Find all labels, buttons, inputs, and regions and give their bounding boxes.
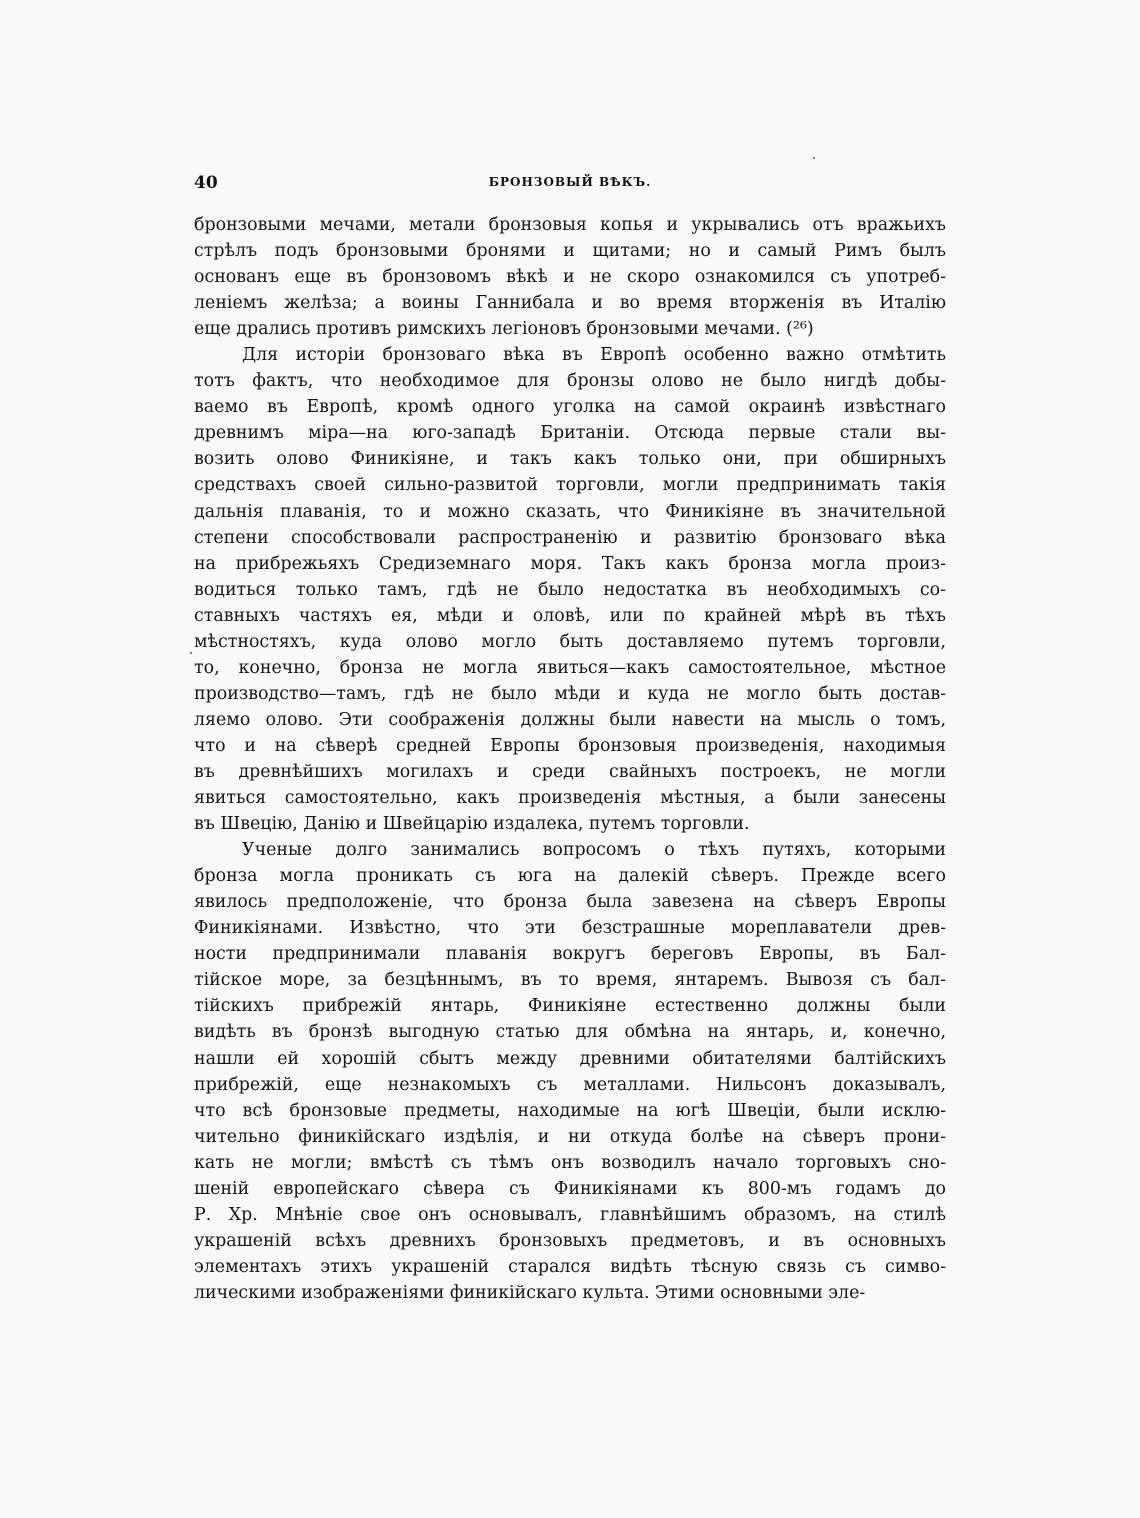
page-number: 40 — [194, 173, 218, 193]
text-line: тійское море, за безцѣннымъ, въ то время, янтаремъ. Вывозя съ бал- — [194, 970, 946, 991]
text-line: бронзовыми мечами, метали бронзовыя копья и укрывались отъ вражьихъ — [194, 215, 946, 235]
text-line: чительно финикійскаго издѣлія, и ни откуда болѣе на сѣверъ прони- — [194, 1126, 946, 1147]
text-line: средствахъ своей сильно-развитой торговли, могли предпринимать такія — [194, 475, 946, 496]
paragraph — [194, 342, 946, 837]
text-line: Для исторіи бронзоваго вѣка въ Европѣ особенно важно отмѣтить — [242, 345, 946, 366]
text-line: еще дрались противъ римскихъ легіоновъ бронзовыми мечами. (²⁶) — [194, 319, 814, 340]
text-line: бронза могла проникать съ юга на далекій сѣверъ. Прежде всего — [194, 866, 946, 887]
paragraph — [194, 837, 946, 1306]
text-line: ляемо олово. Эти соображенія должны были навести на мысль о томъ, — [194, 709, 946, 730]
text-line: древнимъ міра—на юго-западѣ Британіи. Отсюда первые стали вы- — [194, 423, 946, 444]
text-line: лическими изображеніями финикійскаго культа. Этими основными эле- — [194, 1282, 866, 1303]
text-line: тійскихъ прибрежій янтарь, Финикіяне естественно должны были — [194, 996, 946, 1017]
text-line: что всѣ бронзовые предметы, находимые на югѣ Швеціи, были исклю- — [194, 1100, 946, 1121]
text-line: то, конечно, бронза не могла явиться—какъ самостоятельное, мѣстное — [194, 657, 946, 678]
running-title: БРОНЗОВЫЙ ВѢКЪ. — [488, 175, 652, 189]
text-line: элементахъ этихъ украшеній старался видѣть тѣсную связь съ симво- — [194, 1256, 946, 1277]
page-header — [194, 173, 946, 197]
scan-speck — [813, 157, 815, 159]
paragraph — [194, 212, 946, 342]
text-line: ваемо въ Европѣ, кромѣ одного уголка на самой окраинѣ извѣстнаго — [194, 397, 946, 418]
scan-speck — [190, 652, 192, 654]
text-line: ности предпринимали плаванія вокругъ береговъ Европы, въ Бал- — [194, 944, 946, 965]
text-line: кать не могли; вмѣстѣ съ тѣмъ онъ возводилъ начало торговыхъ сно- — [194, 1152, 946, 1173]
text-line: въ Швецію, Данію и Швейцарію издалека, путемъ торговли. — [194, 814, 750, 835]
text-line: явилось предположеніе, что бронза была завезена на сѣверъ Европы — [194, 892, 946, 913]
text-line: возить олово Финикіяне, и такъ какъ только они, при обширныхъ — [194, 449, 946, 470]
text-line: въ древнѣйшихъ могилахъ и среди свайныхъ построекъ, не могли — [194, 761, 946, 782]
text-line: тотъ фактъ, что необходимое для бронзы олово не было нигдѣ добы- — [194, 371, 946, 392]
text-line: производство—тамъ, гдѣ не было мѣди и куда не могло быть достав- — [194, 683, 946, 704]
body-text — [194, 212, 946, 1306]
text-line: Р. Хр. Мнѣніе свое онъ основывалъ, главнѣйшимъ образомъ, на стилѣ — [194, 1204, 946, 1225]
text-line: основанъ еще въ бронзовомъ вѣкѣ и не скоро ознакомился съ употреб- — [194, 267, 946, 288]
text-line: леніемъ желѣза; а воины Ганнибала и во время вторженія въ Италію — [194, 293, 946, 314]
text-line: стрѣлъ подъ бронзовыми бронями и щитами; но и самый Римъ былъ — [194, 241, 946, 262]
text-line: видѣть въ бронзѣ выгодную статью для обмѣна на янтарь, и, конечно, — [194, 1022, 946, 1043]
text-line: водиться только тамъ, гдѣ не было недостатка въ необходимыхъ со- — [194, 579, 946, 600]
text-line: Финикіянами. Извѣстно, что эти безстрашные мореплаватели древ- — [194, 918, 946, 939]
text-line: прибрежій, еще незнакомыхъ съ металлами. Нильсонъ доказывалъ, — [194, 1074, 946, 1095]
text-line: дальнія плаванія, то и можно сказать, что Финикіяне въ значительной — [194, 501, 946, 522]
text-line: Ученые долго занимались вопросомъ о тѣхъ путяхъ, которыми — [242, 840, 946, 861]
text-line: шеній европейскаго сѣвера съ Финикіянами къ 800-мъ годамъ до — [194, 1178, 946, 1199]
text-line: украшеній всѣхъ древнихъ бронзовыхъ предметовъ, и въ основныхъ — [194, 1230, 946, 1251]
text-line: явиться самостоятельно, какъ произведенія мѣстныя, а были занесены — [194, 788, 946, 809]
text-line: нашли ей хорошій сбытъ между древними обитателями балтійскихъ — [194, 1048, 946, 1069]
text-line: на прибрежьяхъ Средиземнаго моря. Такъ какъ бронза могла произ- — [194, 553, 946, 574]
text-line: ставныхъ частяхъ ея, мѣди и оловѣ, или по крайней мѣрѣ въ тѣхъ — [194, 605, 946, 626]
text-line: что и на сѣверѣ средней Европы бронзовыя произведенія, находимыя — [194, 735, 946, 756]
text-line: мѣстностяхъ, куда олово могло быть доставляемо путемъ торговли, — [194, 631, 946, 652]
text-line: степени способствовали распространенію и развитію бронзоваго вѣка — [194, 527, 946, 548]
